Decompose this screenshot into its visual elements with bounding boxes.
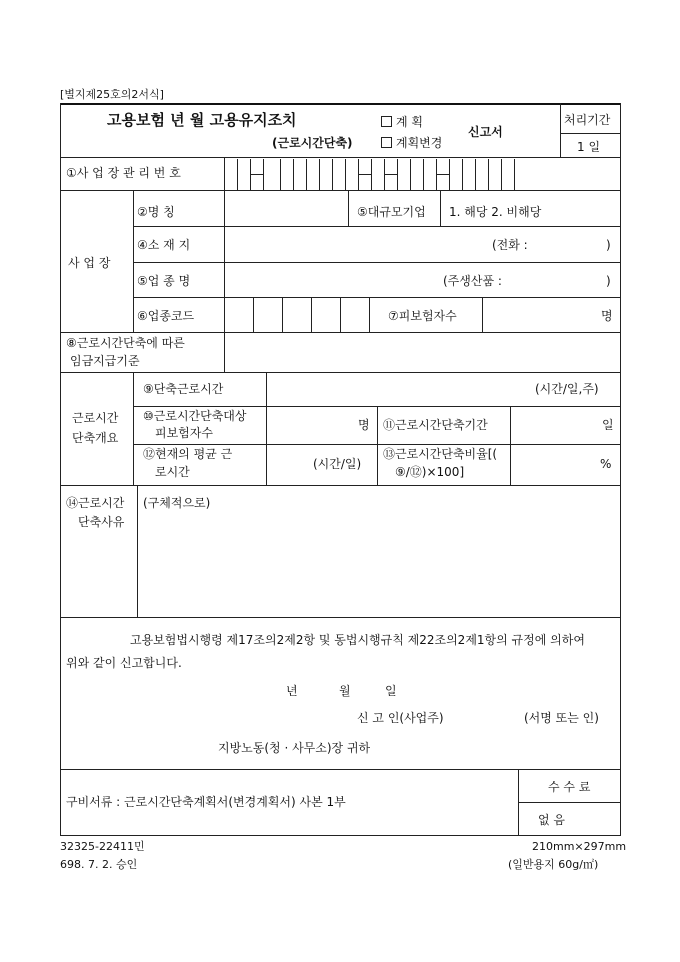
row-line [133,226,621,227]
report-word: 신고서 [468,125,503,139]
address-input[interactable] [226,228,486,260]
row-line [518,802,621,803]
date-day: 일 [385,684,397,698]
col-divider [224,157,225,372]
wage-basis-input[interactable] [226,334,618,370]
reduced-hours-unit: (시간/일,주) [535,382,599,396]
col-divider [510,406,511,485]
insured-unit: 명 [601,309,613,323]
ratio-input[interactable] [512,446,596,483]
col-divider [440,190,441,226]
frame-right [620,103,621,835]
form-code: 32325-22411민 [60,840,145,853]
reduced-hours-input[interactable] [268,374,528,404]
header-bottom-line [60,157,621,158]
row-line [133,297,621,298]
insured-count-input[interactable] [484,299,594,329]
wage-basis-label-1: ⑧근로시간단축에 따른 [66,336,185,350]
processing-label: 처리기간 [564,113,611,127]
ratio-label-1: ⑬근로시간단축비율[( [383,447,498,461]
row-line [60,372,621,373]
name-input[interactable] [226,192,346,224]
target-count-input[interactable] [268,408,354,442]
addressee: 지방노동(청 · 사무소)장 귀하 [218,741,371,755]
row-line [60,485,621,486]
paper-spec: (일반용지 60g/㎡) [508,858,599,871]
target-label-2: 피보험자수 [155,426,213,440]
biz-number-field[interactable] [224,159,514,190]
target-label-1: ⑩근로시간단축대상 [143,409,247,423]
current-avg-label-2: 로시간 [155,465,190,479]
reason-label-2: 단축사유 [78,515,125,529]
address-label: ④소 재 지 [137,238,191,252]
applicant-label: 신 고 인(사업주) [357,711,444,725]
period-unit: 일 [602,418,614,432]
processing-value: 1 일 [577,140,601,154]
col-divider [377,406,378,485]
industry-code-field[interactable] [224,297,369,332]
industry-label: ⑤업 종 명 [137,274,191,288]
col-divider [133,372,134,485]
col-divider [137,485,138,617]
date-year: 년 [286,684,298,698]
frame-left [60,103,61,835]
biz-number-label: ①사 업 장 관 리 번 호 [66,166,181,180]
col-divider [133,190,134,332]
row-line [60,769,621,770]
form-reference: [별지제25호의2서식] [60,88,164,101]
row-line [60,332,621,333]
row-line [133,444,621,445]
large-enterprise-label: ⑤대규모기업 [357,205,426,219]
col-divider [348,190,349,226]
checkbox-plan[interactable] [381,116,392,127]
ratio-label-2: ⑨/⑫)×100] [395,465,465,479]
phone-close: ) [606,238,611,252]
declaration-line-1: 고용보험법시행령 제17조의2제2항 및 동법시행규칙 제22조의2제1항의 규정에 의하여 [130,633,585,647]
wage-basis-label-2: 임금지급기준 [70,354,140,368]
reason-hint: (구체적으로) [143,496,211,510]
insured-count-label: ⑦피보험자수 [388,309,457,323]
option-plan-change[interactable]: 계획변경 [381,136,442,150]
fee-value: 없 음 [538,813,565,827]
frame-top [60,103,621,105]
processing-divider [560,103,561,157]
current-avg-unit: (시간/일) [313,457,362,471]
fee-label: 수 수 료 [548,780,591,794]
overview-label-1: 근로시간 [72,411,119,425]
processing-line [560,133,620,134]
main-product-label: (주생산품 : [443,274,502,288]
row-line [60,190,621,191]
row-line [60,617,621,618]
checkbox-plan-change[interactable] [381,137,392,148]
ratio-unit: % [600,457,612,471]
reason-textarea[interactable] [141,514,617,614]
current-avg-label-1: ⑫현재의 평균 근 [143,447,233,461]
col-divider [266,372,267,485]
industry-code-label: ⑥업종코드 [137,309,195,323]
industry-input[interactable] [226,264,436,296]
declaration-line-2: 위와 같이 신고합니다. [66,656,182,670]
date-month: 월 [339,684,351,698]
reason-label-1: ⑭근로시간 [66,496,125,510]
option-plan[interactable]: 계 획 [381,115,423,129]
biz-group-label: 사 업 장 [68,256,111,270]
large-enterprise-options[interactable]: 1. 해당 2. 비해당 [449,205,542,219]
period-input[interactable] [512,408,596,442]
main-product-close: ) [606,274,611,288]
overview-label-2: 단축개요 [72,431,119,445]
signature-label[interactable]: (서명 또는 인) [524,711,599,725]
target-unit: 명 [358,418,370,432]
col-divider [482,297,483,332]
frame-bottom [60,835,621,836]
period-label: ⑪근로시간단축기간 [383,418,488,432]
reduced-hours-label: ⑨단축근로시간 [143,382,224,396]
current-avg-input[interactable] [268,446,308,483]
name-label: ②명 칭 [137,205,175,219]
required-documents: 구비서류 : 근로시간단축계획서(변경계획서) 사본 1부 [66,795,346,809]
phone-label: (전화 : [492,238,528,252]
form-title: 고용보험 년 월 고용유지조치 [107,111,297,129]
paper-size: 210mm×297mm [532,840,627,853]
form-subtitle: (근로시간단축) [272,136,353,150]
approval-date: 698. 7. 2. 승인 [60,858,138,871]
row-line [133,262,621,263]
